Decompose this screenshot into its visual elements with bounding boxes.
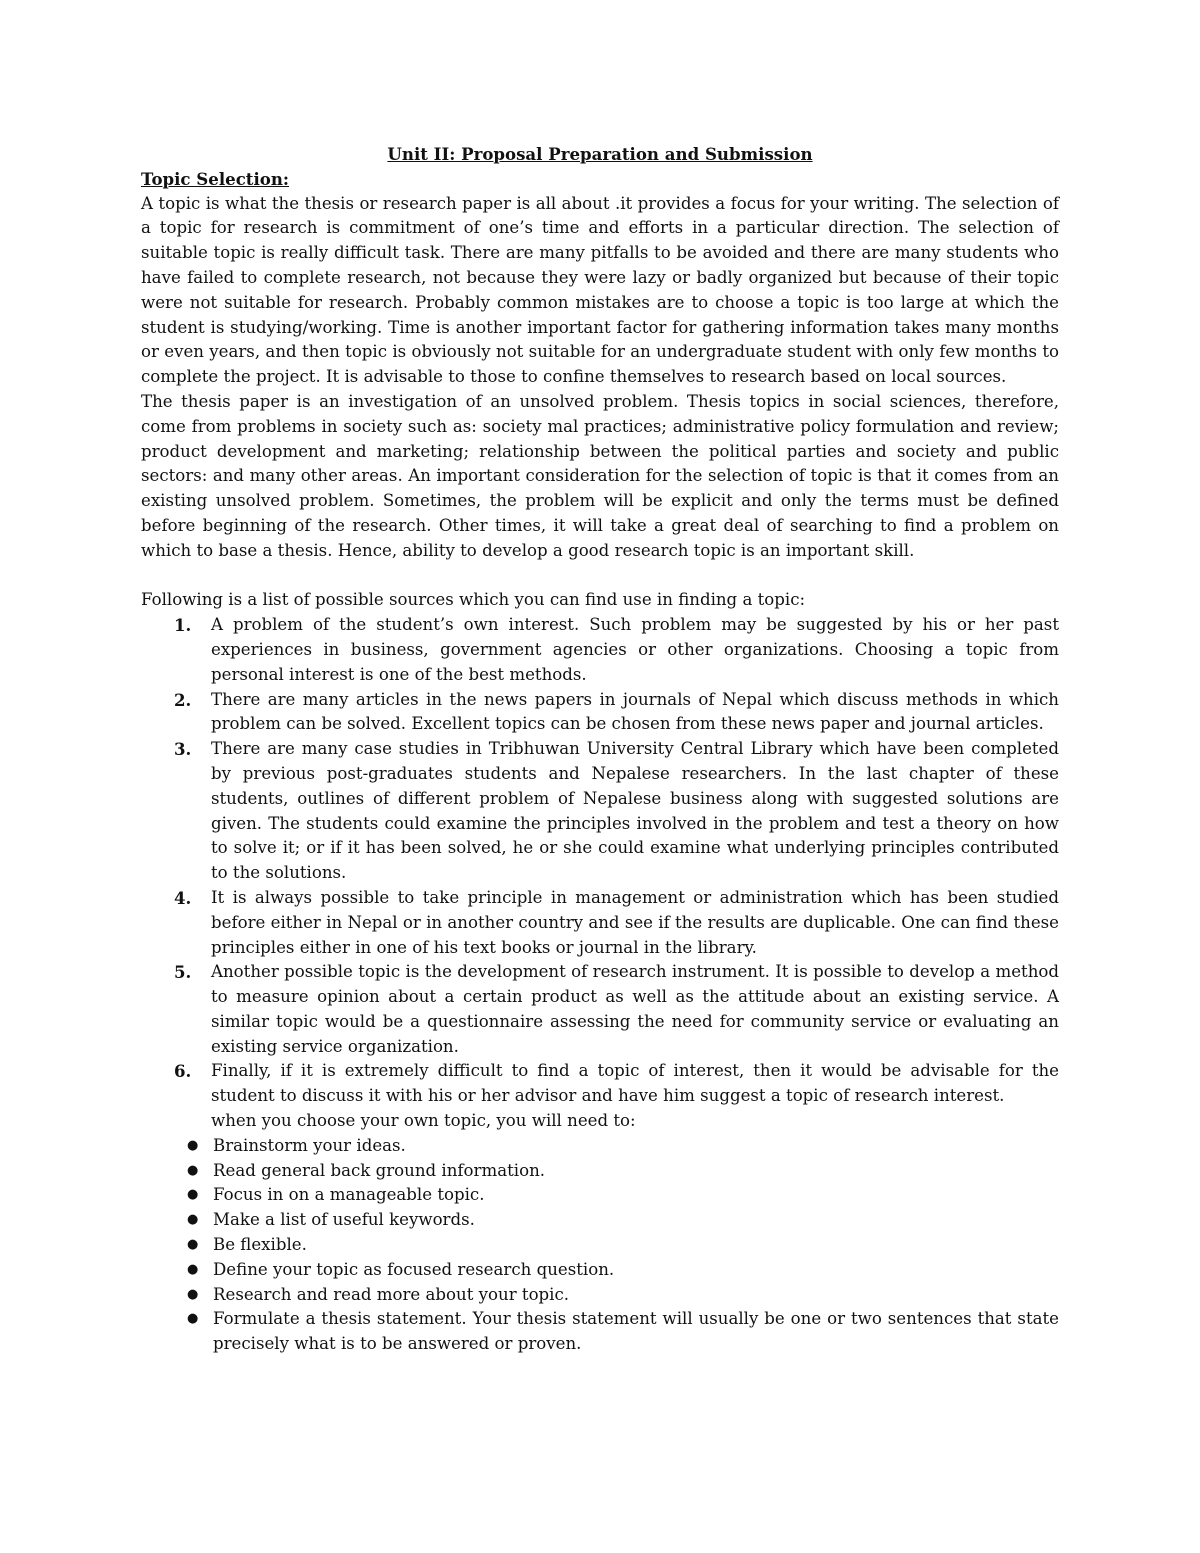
section-heading: Topic Selection: <box>141 168 290 189</box>
bullet-item <box>187 1258 1059 1283</box>
bullet-item <box>187 1283 1059 1308</box>
bullet-item-text: Be flexible. <box>213 1235 307 1255</box>
list-item-text: Finally, if it is extremely difficult to find a topic of interest, then it would be advisable for the student to discuss it with his or her advisor and have him suggest a topic of research interest. <box>211 1061 1059 1106</box>
list-item <box>174 737 1059 886</box>
bullet-item-text: Make a list of useful keywords. <box>213 1210 475 1230</box>
list-item <box>174 613 1059 687</box>
bullet-item <box>187 1307 1059 1357</box>
list-item-number: 2. <box>174 689 192 710</box>
bullet-item-text: Brainstorm your ideas. <box>213 1135 406 1155</box>
bullet-list <box>141 1134 1059 1357</box>
list-item-text: A problem of the student’s own interest. Such problem may be suggested by his or her past experiences in business, government agencies or other organizations. Choosing a topic from personal interest is one of the best methods. <box>211 615 1059 684</box>
bullet-item <box>187 1134 1059 1159</box>
list-item <box>174 960 1059 1059</box>
bullet-item <box>187 1233 1059 1258</box>
list-item-followup: when you choose your own topic, you will need to: <box>211 1111 636 1131</box>
bullet-icon: ● <box>187 1137 199 1153</box>
paragraph-spacer <box>141 564 1059 589</box>
list-item <box>174 1059 1059 1133</box>
paragraph-thesis-investigation: The thesis paper is an investigation of an unsolved problem. Thesis topics in social sciences, therefore, come from problems in society such as: society mal practices; administrative policy formulation and review; product development and marketing; relationship between the political parties and society and public sectors: and many other areas. An important consideration for the selection of topic is that it comes from an existing unsolved problem. Sometimes, the problem will be explicit and only the terms must be defined before beginning of the research. Other times, it will take a great deal of searching to find a problem on which to base a thesis. Hence, ability to develop a good research topic is an important skill. <box>141 391 1059 560</box>
list-item-text: There are many case studies in Tribhuwan University Central Library which have been completed by previous post-graduates students and Nepalese researchers. In the last chapter of these students, outlines of different problem of Nepalese business along with suggested solutions are given. The students could examine the principles involved in the problem and test a theory on how to solve it; or if it has been solved, he or she could examine what underlying principles contributed to the solutions. <box>211 739 1059 883</box>
bullet-icon: ● <box>187 1311 199 1327</box>
bullet-item-text: Define your topic as focused research question. <box>213 1259 615 1279</box>
bullet-icon: ● <box>187 1237 199 1253</box>
bullet-item-text: Read general back ground information. <box>213 1160 546 1180</box>
bullet-icon: ● <box>187 1286 199 1302</box>
bullet-item-text: Research and read more about your topic. <box>213 1284 570 1304</box>
list-item-number: 6. <box>174 1061 192 1082</box>
list-item <box>174 688 1059 738</box>
bullet-icon: ● <box>187 1261 199 1277</box>
list-item-text: Another possible topic is the development of research instrument. It is possible to develop a method to measure opinion about a certain product as well as the attitude about an existing service. A similar topic would be a questionnaire assessing the need for community service or evaluating an existing service organization. <box>211 962 1059 1056</box>
bullet-icon: ● <box>187 1162 199 1178</box>
bullet-item <box>187 1159 1059 1184</box>
list-item-text: There are many articles in the news papers in journals of Nepal which discuss methods in which problem can be solved. Excellent topics can be chosen from these news paper and journal articles. <box>211 689 1059 734</box>
list-item <box>174 886 1059 960</box>
bullet-icon: ● <box>187 1187 199 1203</box>
list-item-text: It is always possible to take principle in management or administration which has been studied before either in Nepal or in another country and see if the results are duplicable. One can find these principles either in one of his text books or journal in the library. <box>211 887 1059 957</box>
bullet-icon: ● <box>187 1212 199 1228</box>
paragraph-topic-definition: A topic is what the thesis or research paper is all about .it provides a focus for your writing. The selection of a topic for research is commitment of one’s time and efforts in a particular direction. The selection of suitable topic is really difficult task. There are many pitfalls to be avoided and there are many students who have failed to complete research, not because they were lazy or badly organized but because of their topic were not suitable for research. Probably common mistakes are to choose a topic is too large at which the student is studying/working. Time is another important factor for gathering information takes many months or even years, and then topic is obviously not suitable for an undergraduate student with only few months to complete the project. It is advisable to those to confine themselves to research based on local sources. <box>141 193 1059 387</box>
bullet-item <box>187 1208 1059 1233</box>
bullet-item-text: Formulate a thesis statement. Your thesis statement will usually be one or two sentences that state precisely what is to be answered or proven. <box>213 1309 1059 1354</box>
bullet-item <box>187 1183 1059 1208</box>
list-item-number: 1. <box>174 615 192 636</box>
sources-list-intro: Following is a list of possible sources which you can find use in finding a topic: <box>141 590 806 610</box>
list-item-number: 4. <box>174 887 192 908</box>
bullet-item-text: Focus in on a manageable topic. <box>213 1185 485 1205</box>
list-item-number: 3. <box>174 739 192 760</box>
sources-list <box>141 613 1059 1134</box>
page-title: Unit II: Proposal Preparation and Submission <box>387 144 813 164</box>
document-body <box>141 142 1059 1357</box>
list-item-number: 5. <box>174 962 192 983</box>
